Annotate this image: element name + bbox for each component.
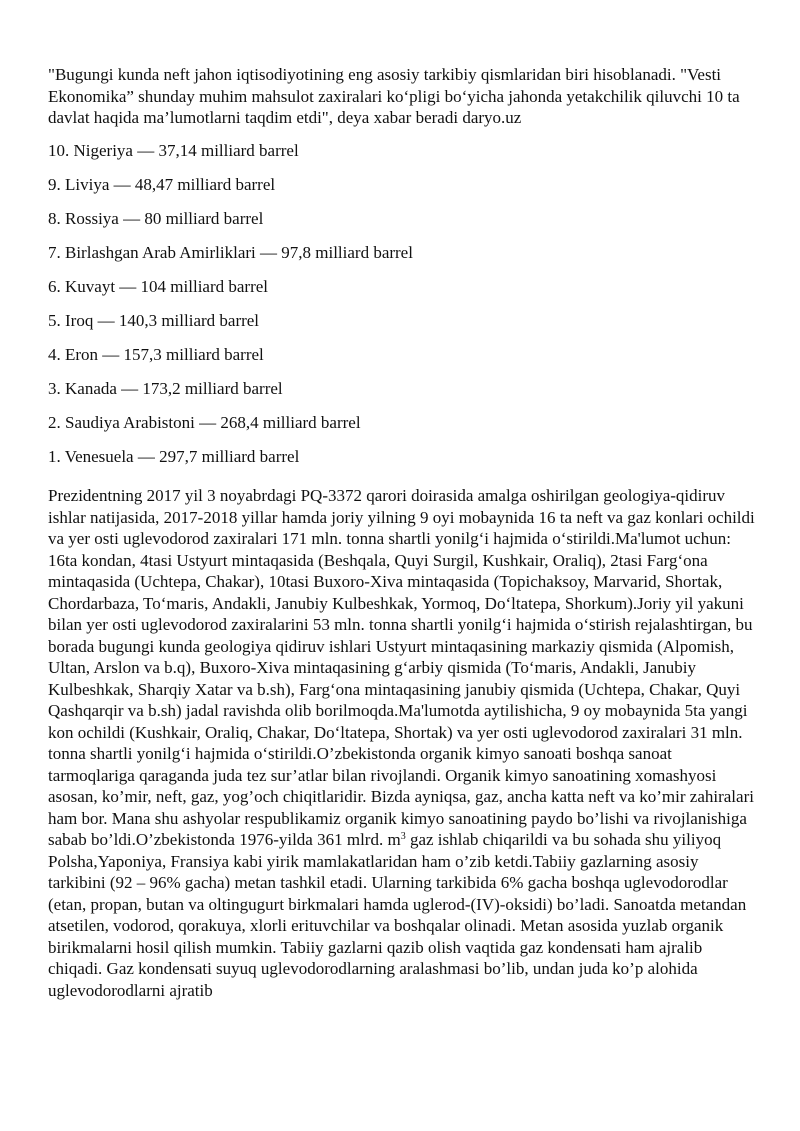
ranking-item: 3. Kanada — 173,2 milliard barrel	[48, 378, 283, 398]
ranking-item: 4. Eron — 157,3 milliard barrel	[48, 344, 264, 364]
body-paragraph	[48, 485, 760, 1001]
ranking-item: 7. Birlashgan Arab Amirliklari — 97,8 milliard barrel	[48, 242, 413, 262]
intro-paragraph: "Bugungi kunda neft jahon iqtisodiyotining eng asosiy tarkibiy qismlaridan biri hisoblanadi. "Vesti Ekonomika” shunday muhim mahsulot zaxiralari ko‘pligi bo‘yicha jahonda yetakchilik qiluvchi 10 ta davlat haqida ma’lumotlarni taqdim etdi", deya xabar beradi daryo.uz	[48, 65, 740, 128]
ranking-item: 10. Nigeriya — 37,14 milliard barrel	[48, 140, 299, 160]
ranking-item: 8. Rossiya — 80 milliard barrel	[48, 208, 264, 228]
ranking-item: 2. Saudiya Arabistoni — 268,4 milliard barrel	[48, 412, 361, 432]
oil-reserves-ranking-list	[48, 140, 760, 467]
body-text-part-1: Prezidentning 2017 yil 3 noyabrdagi PQ-3372 qarori doirasida amalga oshirilgan geologiya-qidiruv ishlar natijasida, 2017-2018 yillar hamda joriy yilning 9 oyi mobaynida 16 ta neft va gaz konlari ochildi va yer osti uglevodorod zaxiralari 171 mln. tonna shartli yonilg‘i hajmida o‘stirildi.Ma'lumot uchun: 16ta kondan, 4tasi Ustyurt mintaqasida (Beshqala, Quyi Surgil, Kushkair, Oraliq), 2tasi Farg‘ona mintaqasida (Uchtepa, Chakar), 10tasi Buxoro-Xiva mintaqasida (Topichaksoy, Marvarid, Shortak, Chordarbaza, To‘maris, Andakli, Janubiy Kulbeshkak, Yormoq, Do‘ltatepa, Shorkum).Joriy yil yakuni bilan yer osti uglevodorod zaxiralarini 53 mln. tonna shartli yonilg‘i hajmida o‘stirish rejalashtirgan, bu borada bugungi kunda geologiya qidiruv ishlari Ustyurt mintaqasining markaziy qismida (Alpomish, Ultan, Arslon va b.q), Buxoro-Xiva mintaqasining g‘arbiy qismida (To‘maris, Andakli, Janubiy Kulbeshkak, Sharqiy Xatar va b.sh), Farg‘ona mintaqasining janubiy qismida (Uchtepa, Chakar, Quyi Qashqarqir va b.sh) jadal ravishda olib borilmoqda.Ma'lumotda aytilishicha, 9 oy mobaynida 5ta yangi kon ochildi (Kushkair, Oraliq, Chakar, Do‘ltatepa, Shortak) va yer osti uglevodorod zaxiralari 31 mln. tonna shartli yonilg‘i hajmida o‘stirildi.O’zbekistonda organik kimyo sanoati boshqa sanoat tarmoqlariga qaraganda juda tez sur’atlar bilan rivojlandi. Organik kimyo sanoatining xomashyosi asosan, ko’mir, neft, gaz, yog’och chiqitlaridir. Bizda ayniqsa, gaz, ancha katta neft va ko’mir zahiralari ham bor. Mana shu ashyolar respublikamiz organik kimyo sanoatining paydo bo’lishi va rivojlanishiga sabab bo’ldi.O’zbekistonda 1976-yilda 361 mlrd. m	[48, 486, 755, 850]
ranking-item: 5. Iroq — 140,3 milliard barrel	[48, 310, 260, 330]
cubic-unit-superscript: 3	[400, 831, 406, 843]
ranking-item: 1. Venesuela — 297,7 milliard barrel	[48, 446, 300, 466]
ranking-item: 9. Liviya — 48,47 milliard barrel	[48, 174, 276, 194]
ranking-item: 6. Kuvayt — 104 milliard barrel	[48, 276, 269, 296]
document-page	[48, 0, 760, 1001]
body-text-part-2: gaz ishlab chiqarildi va bu sohada shu yiliyoq Polsha,Yaponiya, Fransiya kabi yirik mamlakatlaridan ham o’zib ketdi.Tabiiy gazlarning asosiy tarkibini (92 – 96% gacha) metan tashkil etadi. Ularning tarkibida 6% gacha boshqa uglevodorodlar (etan, propan, butan va oltingugurt birkmalari hamda uglerod-(IV)-oksidi) bo’ladi. Sanoatda metandan atsetilen, vodorod, qorakuya, xlorli erituvchilar va boshqalar olinadi. Metan asosida yuzlab organik birikmalarni hosil qilish mumkin. Tabiiy gazlarni qazib olish vaqtida gaz kondensati ham ajralib chiqadi. Gaz kondensati suyuq uglevodorodlarning aralashmasi bo’lib, undan juda ko’p alohida uglevodorodlarni ajratib	[48, 830, 747, 1000]
